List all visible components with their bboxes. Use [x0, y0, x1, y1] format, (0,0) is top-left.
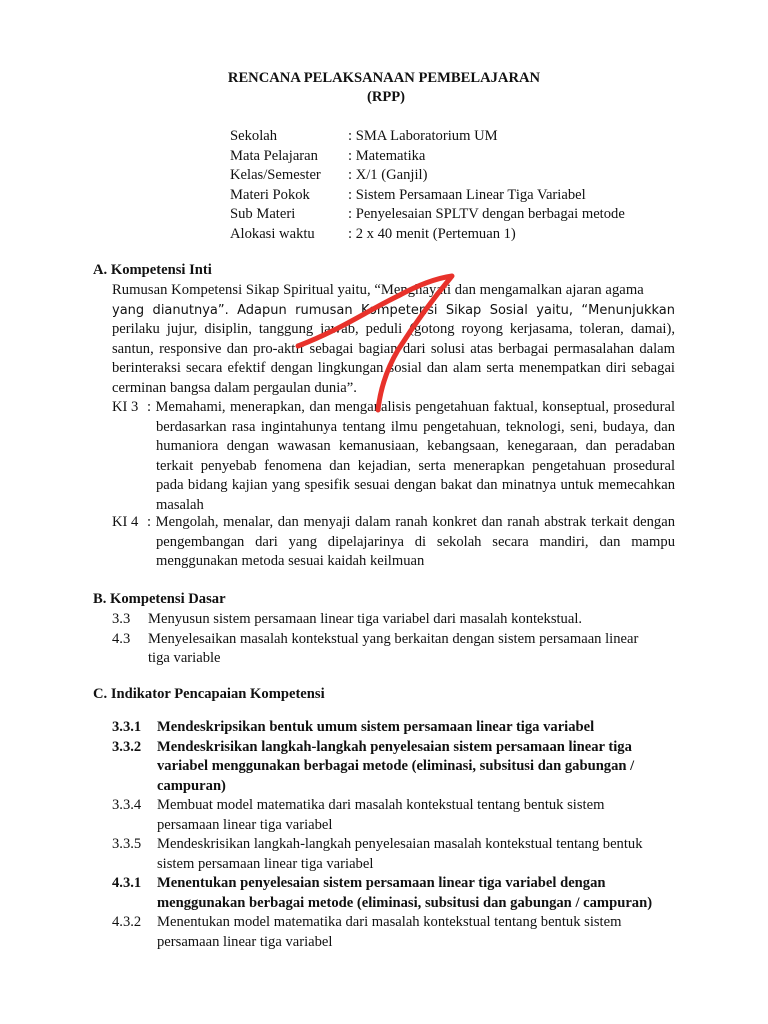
meta-label: Mata Pelajaran — [230, 147, 318, 164]
section-a-intro-line2: yang dianutnya”. Adapun rumusan Kompetensi Sikap Sosial yaitu, “Menunjukkan — [112, 303, 675, 318]
indicator-number: 4.3.1 — [112, 875, 142, 891]
indicator-text: Menentukan model matematika dari masalah kontekstual tentang bentuk sistem persamaan linear tiga variabel — [157, 914, 622, 950]
section-a-intro-line1: Rumusan Kompetensi Sikap Spiritual yaitu, “Menghayati dan mengamalkan ajaran agama — [112, 282, 644, 298]
indicator-text: Mendeskrisikan langkah-langkah penyelesaian masalah kontekstual tentang bentuk sistem persamaan linear tiga variabel — [157, 836, 643, 872]
ki4-text: : Mengolah, menalar, dan menyaji dalam ranah konkret dan ranah abstrak terkait dengan pengembangan dari yang dipelajarinya di sekolah secara mandiri, dan mampu menggunakan metoda sesuai kaidah keilmuan — [147, 514, 675, 569]
meta-label: Materi Pokok — [230, 186, 310, 203]
indicator-number: 4.3.2 — [112, 914, 142, 930]
indicator-text: Mendeskripsikan bentuk umum sistem persamaan linear tiga variabel — [157, 719, 595, 735]
kd-text: Menyusun sistem persamaan linear tiga variabel dari masalah kontekstual. — [148, 611, 583, 627]
section-a-intro-rest: perilaku jujur, disiplin, tanggung jawab, peduli (gotong royong kerjasama, toleran, damai), santun, responsive dan pro-aktif sebagai bagian dari solusi atas berbagai permasalahan dalam berinteraksi secara efektif dengan lingkungan sosial dan alam serta menempatkan diri sebagai cerminan bangsa dalam pergaulan dunia”. — [112, 321, 675, 396]
meta-value: : X/1 (Ganjil) — [348, 167, 428, 183]
indicator-number: 3.3.1 — [112, 719, 142, 735]
kd-number: 4.3 — [112, 630, 131, 647]
meta-value: : SMA Laboratorium UM — [348, 128, 498, 144]
meta-label: Sub Materi — [230, 206, 296, 222]
ki4-label: KI 4 — [112, 514, 139, 530]
section-b-heading: B. Kompetensi Dasar — [93, 591, 226, 607]
kd-text: Menyelesaikan masalah kontekstual yang berkaitan dengan sistem persamaan linear tiga variable — [148, 630, 639, 666]
indicator-number: 3.3.5 — [112, 836, 142, 852]
meta-label: Alokasi waktu — [230, 225, 315, 242]
kd-number: 3.3 — [112, 611, 131, 627]
ki3-label: KI 3 — [112, 399, 139, 415]
pen-stroke — [298, 276, 452, 410]
indicator-text: Menentukan penyelesaian sistem persamaan linear tiga variabel dengan menggunakan berbagai metode (eliminasi, subsitusi dan gabungan / campuran) — [157, 875, 653, 911]
section-c-heading: C. Indikator Pencapaian Kompetensi — [93, 686, 325, 702]
document-title: RENCANA PELAKSANAAN PEMBELAJARAN — [227, 70, 541, 86]
meta-value: : Sistem Persamaan Linear Tiga Variabel — [348, 186, 586, 203]
indicator-text: Membuat model matematika dari masalah kontekstual tentang bentuk sistem persamaan linear tiga variabel — [157, 797, 605, 833]
meta-value: : Matematika — [348, 147, 426, 164]
indicator-number: 3.3.2 — [112, 738, 142, 755]
ki3-text: : Memahami, menerapkan, dan menganalisis pengetahuan faktual, konseptual, prosedural berdasarkan rasa ingintahunya tentang ilmu pengetahuan, teknologi, seni, budaya, dan humaniora dengan wawasan kemanusiaan, kebangsaan, kenegaraan, dan peradaban terkait penyebab fenomena dan kejadian, serta menerapkan pengetahuan prosedural pada bidang kajian yang spesifik sesuai dengan bakat dan minatnya untuk memecahkan masalah — [147, 399, 675, 513]
section-a-heading: A. Kompetensi Inti — [93, 262, 212, 278]
meta-label: Kelas/Semester — [230, 167, 321, 183]
meta-label: Sekolah — [230, 128, 278, 144]
document-subtitle: (RPP) — [366, 89, 406, 105]
indicator-text: Mendeskrisikan langkah-langkah penyelesaian sistem persamaan linear tiga variabel menggunakan berbagai metode (eliminasi, subsitusi dan gabungan / campuran) — [157, 738, 635, 794]
indicator-number: 3.3.4 — [112, 797, 142, 813]
meta-value: : Penyelesaian SPLTV dengan berbagai metode — [348, 206, 625, 222]
meta-value: : 2 x 40 menit (Pertemuan 1) — [348, 225, 516, 242]
